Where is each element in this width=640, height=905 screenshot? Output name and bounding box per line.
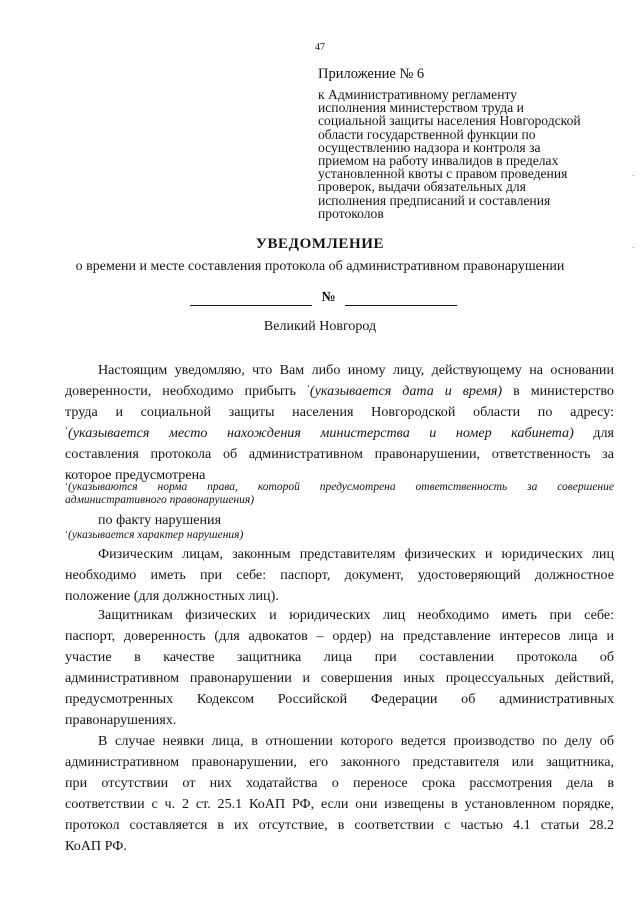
body-line: протокол составляется в их отсутствие, в соответствии с частью 4.1 статьи 28.2 xyxy=(65,817,614,833)
body-line: паспорт, доверенность (для адвокатов – ордер) на представление интересов лица и xyxy=(65,628,614,644)
footnote-mark: ‘ xyxy=(306,383,310,393)
body-line: положение (для должностных лиц). xyxy=(65,588,279,604)
city: Великий Новгород xyxy=(263,319,377,334)
body-line: предусмотренных Кодексом Российской Федерации об административных xyxy=(65,691,614,707)
note-line: административного правонарушения) xyxy=(65,494,255,506)
appendix-line: социальной защиты населения Новгородской xyxy=(318,113,581,129)
body-line: административном правонарушении, его законного представителя или защитника, xyxy=(65,754,614,770)
appendix-line: исполнения предписаний и составления xyxy=(318,192,551,208)
appendix-line: протоколов xyxy=(318,205,384,221)
note-line: ‘(указывается характер нарушения) xyxy=(65,529,244,541)
appendix-line: установленной квоты с правом проведения xyxy=(318,166,568,182)
body-line: труда и социальной защиты населения Новгородской области по адресу: xyxy=(65,404,614,420)
inline-note: (указывается дата и время) xyxy=(309,383,503,399)
inline-note: (указывается место нахождения министерства и номер кабинета) xyxy=(68,425,574,441)
scan-mark: . xyxy=(632,240,635,250)
body-line: административном правонарушении и совершения иных процессуальных действий, xyxy=(65,670,614,686)
page-number: 47 xyxy=(315,42,325,53)
scan-mark: . xyxy=(632,168,635,178)
body-line: правонарушениях. xyxy=(65,712,177,728)
appendix-line: к Административному регламенту xyxy=(318,87,518,102)
body-line: при отсутствии от них ходатайства о переносе срока рассмотрения дела в xyxy=(65,775,614,791)
body-line: которое предусмотрена xyxy=(65,467,206,483)
document-title: УВЕДОМЛЕНИЕ xyxy=(255,236,385,252)
document-subtitle: о времени и месте составления протокола об административном правонарушении xyxy=(75,259,565,274)
appendix-line: исполнения министерством труда и xyxy=(318,100,524,116)
body-line: соответствии с ч. 2 ст. 25.1 КоАП РФ, если они извещены в установленном порядке, xyxy=(65,796,614,812)
body-line: необходимо иметь при себе: паспорт, документ, удостоверяющий должностное xyxy=(65,567,614,583)
number-sign: № xyxy=(321,290,336,305)
number-row xyxy=(190,290,457,306)
body-line: Физическим лицам, законным представителям физических и юридических лиц xyxy=(98,546,614,562)
appendix-line: осуществлению надзора и контроля за xyxy=(318,139,541,155)
appendix-line: области государственной функции по xyxy=(318,126,536,142)
body-line: В случае неявки лица, в отношении которого ведется производство по делу об xyxy=(98,733,614,749)
appendix-text xyxy=(318,88,618,220)
appendix-line: приемом на работу инвалидов в пределах xyxy=(318,153,559,169)
body-line: доверенности, необходимо прибыть ‘(указывается дата и время) в министерство xyxy=(65,383,614,399)
appendix-title: Приложение № 6 xyxy=(318,66,425,82)
note-line: ‘(указываются норма права, которой предусмотрена ответственность за совершение xyxy=(65,481,614,493)
body-line: Защитникам физических и юридических лиц необходимо иметь при себе: xyxy=(98,607,614,623)
body-line: Настоящим уведомляю, что Вам либо иному лицу, действующему на основании xyxy=(98,362,614,378)
appendix-line: проверок, выдачи обязательных для xyxy=(318,179,526,195)
date-blank xyxy=(190,295,312,306)
body-line: составления протокола об административном правонарушении, ответственность за xyxy=(65,446,614,462)
footnote-mark: ‘ xyxy=(65,425,68,435)
body-line: КоАП РФ. xyxy=(65,838,127,854)
body-line: ‘(указывается место нахождения министерства и номер кабинета) для xyxy=(65,425,614,441)
body-line: по факту нарушения xyxy=(98,512,222,528)
body-line: участие в качестве защитника лица при составлении протокола об xyxy=(65,649,614,665)
number-blank xyxy=(345,295,457,306)
